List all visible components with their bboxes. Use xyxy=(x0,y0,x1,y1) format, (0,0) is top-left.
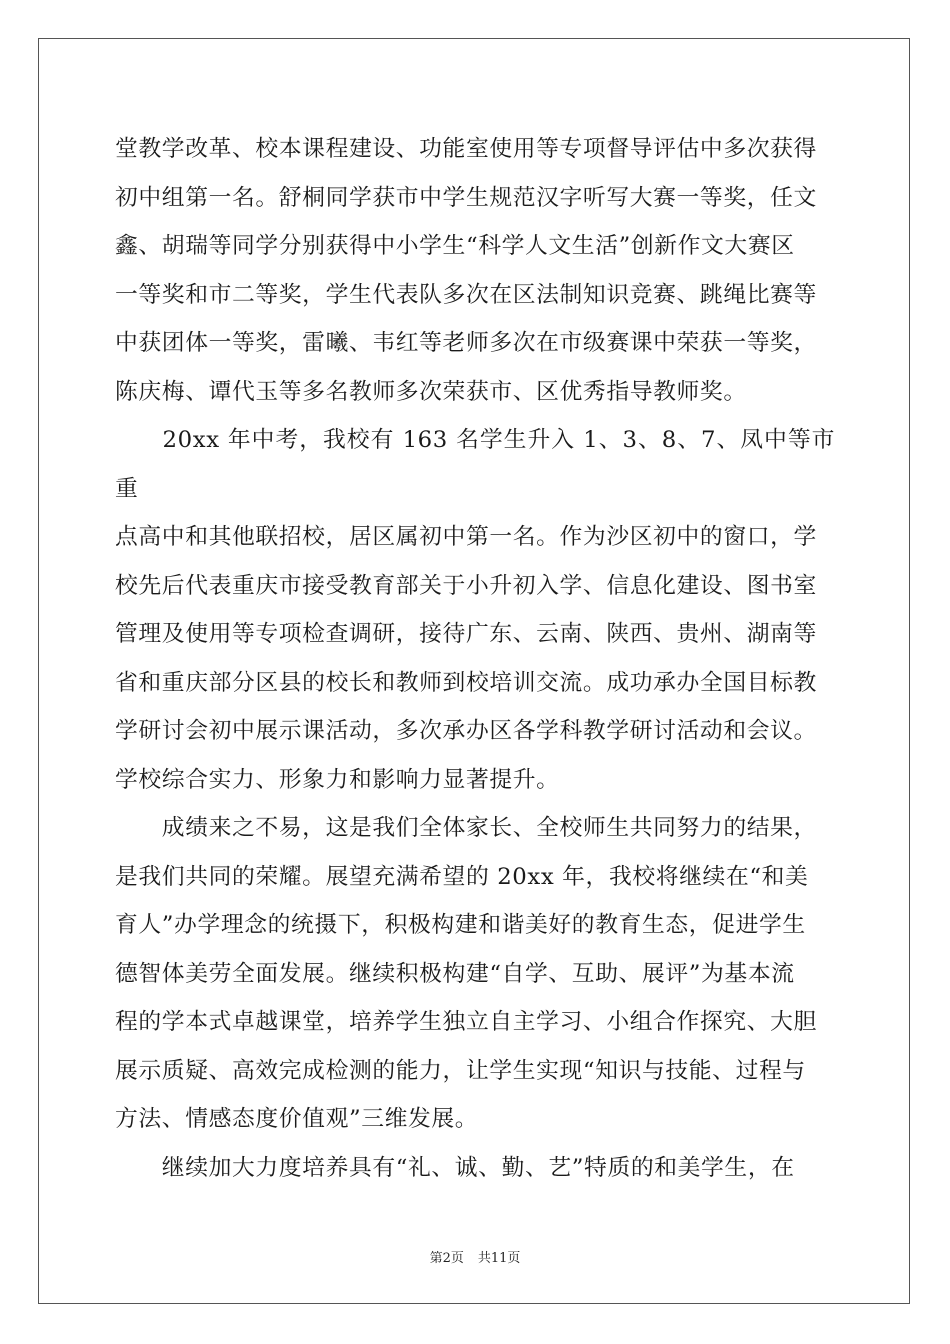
paragraph-2: 20xx 年中考，我校有 163 名学生升入 1、3、8、7、凤中等市重 点高中和其他联招校，居区属初中第一名。作为沙区初中的窗口，学 校先后代表重庆市接受教育部关于小升初入学、信息化建设、图书室 管理及使用等专项检查调研，接待广东、云南、陕西、贵州、湖南等 省和重庆部分区县的校长和教师到校培训交流。成功承办全国目标教 学研讨会初中展示课活动，多次承办区各学科教学研讨活动和会议。 学校综合实力、形象力和影响力显著提升。 xyxy=(115,427,835,793)
paragraph-1: 堂教学改革、校本课程建设、功能室使用等专项督导评估中多次获得 初中组第一名。舒桐同学获市中学生规范汉字听写大赛一等奖，任文 鑫、胡瑞等同学分别获得中小学生“科学人文生活”创新作文大赛区 一等奖和市二等奖，学生代表队多次在区法制知识竞赛、跳绳比赛等 中获团体一等奖，雷曦、韦红等老师多次在市级赛课中荣获一等奖， 陈庆梅、谭代玉等多名教师多次荣获市、区优秀指导教师奖。 xyxy=(115,136,817,405)
page-number-current: 第2页 xyxy=(429,1251,464,1266)
paragraph-4: 继续加大力度培养具有“礼、诚、勤、艺”特质的和美学生，在 xyxy=(115,1154,795,1181)
paragraph-3: 成绩来之不易，这是我们全体家长、全校师生共同努力的结果， 是我们共同的荣耀。展望充满希望的 20xx 年，我校将继续在“和美 育人”办学理念的统摄下，积极构建和谐美好的教育生态，促进学生 德智体美劳全面发展。继续积极构建“自学、互助、展评”为基本流 程的学本式卓越课堂，培养学生独立自主学习、小组合作探究、大胆 展示质疑、高效完成检测的能力，让学生实现“知识与技能、过程与 方法、情感态度价值观”三维发展。 xyxy=(115,815,817,1132)
document-body xyxy=(115,125,835,1192)
page-number-total: 共11页 xyxy=(477,1251,521,1266)
page-footer xyxy=(0,1247,950,1266)
